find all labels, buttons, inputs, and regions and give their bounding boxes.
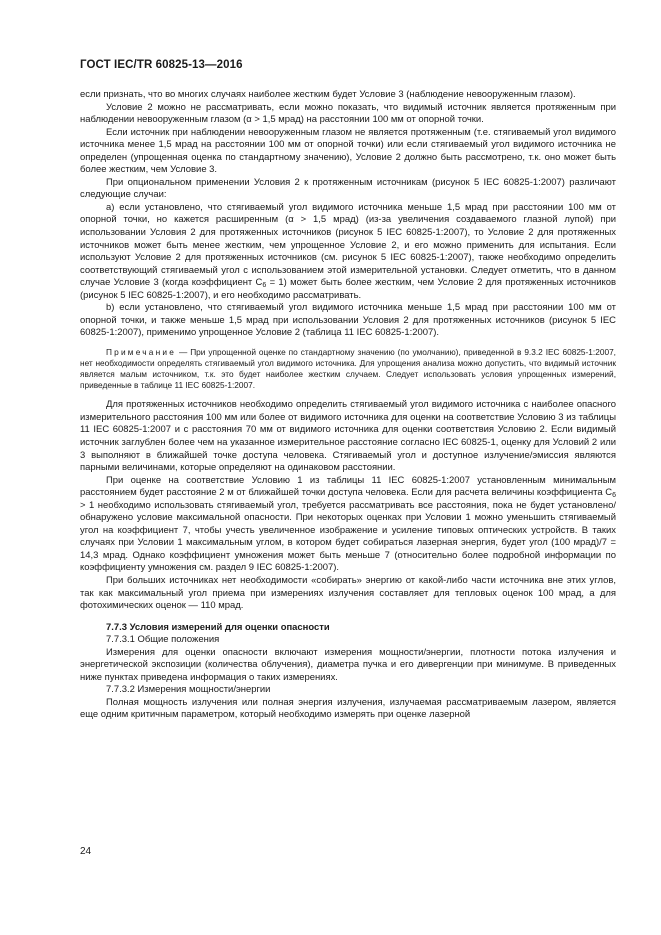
subsection-heading: 7.7.3.2 Измерения мощности/энергии <box>106 684 271 696</box>
paragraph-case-a <box>80 202 616 302</box>
note-label: Примечание <box>106 346 177 357</box>
page-number: 24 <box>80 846 92 857</box>
subsection-heading: 7.7.3.1 Общие положения <box>106 634 220 646</box>
paragraph: Измерения для оценки опасности включают измерения мощности/энергии, плотности потока излучения и энергетической экспозиции (количества облучения), диаметра пучка и его дивергенции при минимуме. В приведенных ниже пунктах приведена информация о таких измерениях. <box>80 646 616 683</box>
paragraph-text: = 1) может быть более жестким, чем Условие 2 для протяженных источников (рисунок 5 IEC 60825-1:2007), и его необходимо рассматривать. <box>80 277 616 301</box>
note-text: — При упрощенной оценке по стандартному значению (по умолчанию), приведенной в 9.3.2 IEC 60825-1:2007, нет необходимости определять стягиваемый угол видимого источника. Для упрощения анализа можно допустить, что видимый источник является малым источником, т.к. это будет наиболее жестким случаем. Следует использовать условия упрощенных измерений, приведенные в таблице 11 IEC 60825-1:2007. <box>80 346 616 391</box>
paragraph: При опциональном применении Условия 2 к протяженным источникам (рисунок 5 IEC 60825-1:2007) различают следующие случаи: <box>80 176 616 201</box>
paragraph-text: а) если установлено, что стягиваемый угол видимого источника меньше 1,5 мрад при расстоянии 100 мм от опорной точки, но кажется расширенным (α > 1,5 мрад) (из-за увеличения создаваемого глазной лупой) при использовании Условия 2 для протяженных источников (рисунок 5 IEC 60825-1:2007), то Условие 2 для протяженных источников может быть менее жестким, чем упрощенное Условие 2, и его можно применить для испытания. Если используют Условие 2 для протяженных источников (см. рисунок 5 IEC 60825-1:2007), также необходимо определить соответствующий стягиваемый угол с использованием этой измерительной установки. Следует отметить, что в данном случае Условие 3 (когда коэффициент C <box>80 201 616 289</box>
paragraph <box>80 475 616 575</box>
subscript: 6 <box>612 492 616 500</box>
document-body <box>80 89 616 722</box>
note <box>80 347 616 391</box>
paragraph: Для протяженных источников необходимо определить стягиваемый угол видимого источника с наиболее опасного измерительного расстояния 100 мм или более от видимого источника для оценки на соответствие Условию 3 из таблицы 11 IEC 60825-1:2007 и с расстояния 70 мм от видимого источника для оценки соответствия Условию 2. Если видимый источник заглублен более чем на указанное измерительное расстояние согласно IEC 60825-1, оценку для Условий 2 или 3 выполняют в ближайшей точке доступа человека. Стягиваемый угол и доступное излучение/эмиссия являются парными величинами, которые определяют на одинаковом расстоянии. <box>80 399 616 474</box>
paragraph: Если источник при наблюдении невооруженным глазом не является протяженным (т.е. стягиваемый угол видимого источника менее 1,5 мрад на расстоянии 100 мм от опорной точки) или если стягиваемый угол видимого источника не определен (упрощенная оценка по стандартному значению), Условие 2 должно быть рассмотрено, т.к. оно может быть более жестким, чем Условие 3. <box>80 126 616 176</box>
subscript: 6 <box>262 282 267 290</box>
paragraph: Полная мощность излучения или полная энергия излучения, излучаемая рассматриваемым лазером, является еще одним критичным параметром, который необходимо измерять при оценке лазерной <box>80 696 616 721</box>
paragraph-text: При оценке на соответствие Условию 1 из таблицы 11 IEC 60825-1:2007 установленным минимальным расстоянием будет расстояние 2 м от ближайшей точки доступа человека. Если для расчета величины коэффициента C <box>80 474 616 499</box>
section-heading: 7.7.3 Условия измерений для оценки опасности <box>106 621 330 633</box>
paragraph-text: > 1 необходимо использовать стягиваемый угол, требуется рассматривать все расстояния, пока не будет установлено/обнаружено условие максимальной опасности. При некоторых оценках при Условии 1 можно уменьшить стягиваемый угол на коэффициент 7, чтобы учесть увеличенное изображение и усиление типовых оптических устройств. В таких случаях при Условии 1 максимальным углом, в котором будет собираться лазерная энергия, будет угол (100 мрад)/7 = 14,3 мрад. Однако коэффициент умножения может быть меньше 7 (относительно более подробной информации по коэффициенту умножения см. раздел 9 IEC 60825-1:2007). <box>80 499 616 574</box>
paragraph: При больших источниках нет необходимости «собирать» энергию от какой-либо части источника вне этих углов, так как максимальный угол приема при измерениях излучения составляет для тепловых оценок 100 мрад, а для фотохимических оценок — 110 мрад. <box>80 574 616 612</box>
paragraph: Условие 2 можно не рассматривать, если можно показать, что видимый источник является протяженным при наблюдении невооруженным глазом (α > 1,5 мрад) на расстоянии 100 мм от опорной точки. <box>80 101 616 126</box>
standard-header: ГОСТ IEC/TR 60825-13—2016 <box>80 59 243 71</box>
paragraph-case-b: b) если установлено, что стягиваемый угол видимого источника меньше 1,5 мрад при расстоянии 100 мм от опорной точки, и также меньше 1,5 мрад при использовании Условия 2 для протяженных источников (рисунок 5 IEC 60825-1:2007), применимо упрощенное Условие 2 (таблица 11 IEC 60825-1:2007). <box>80 302 616 339</box>
paragraph: если признать, что во многих случаях наиболее жестким будет Условие 3 (наблюдение невооруженным глазом). <box>80 89 576 100</box>
